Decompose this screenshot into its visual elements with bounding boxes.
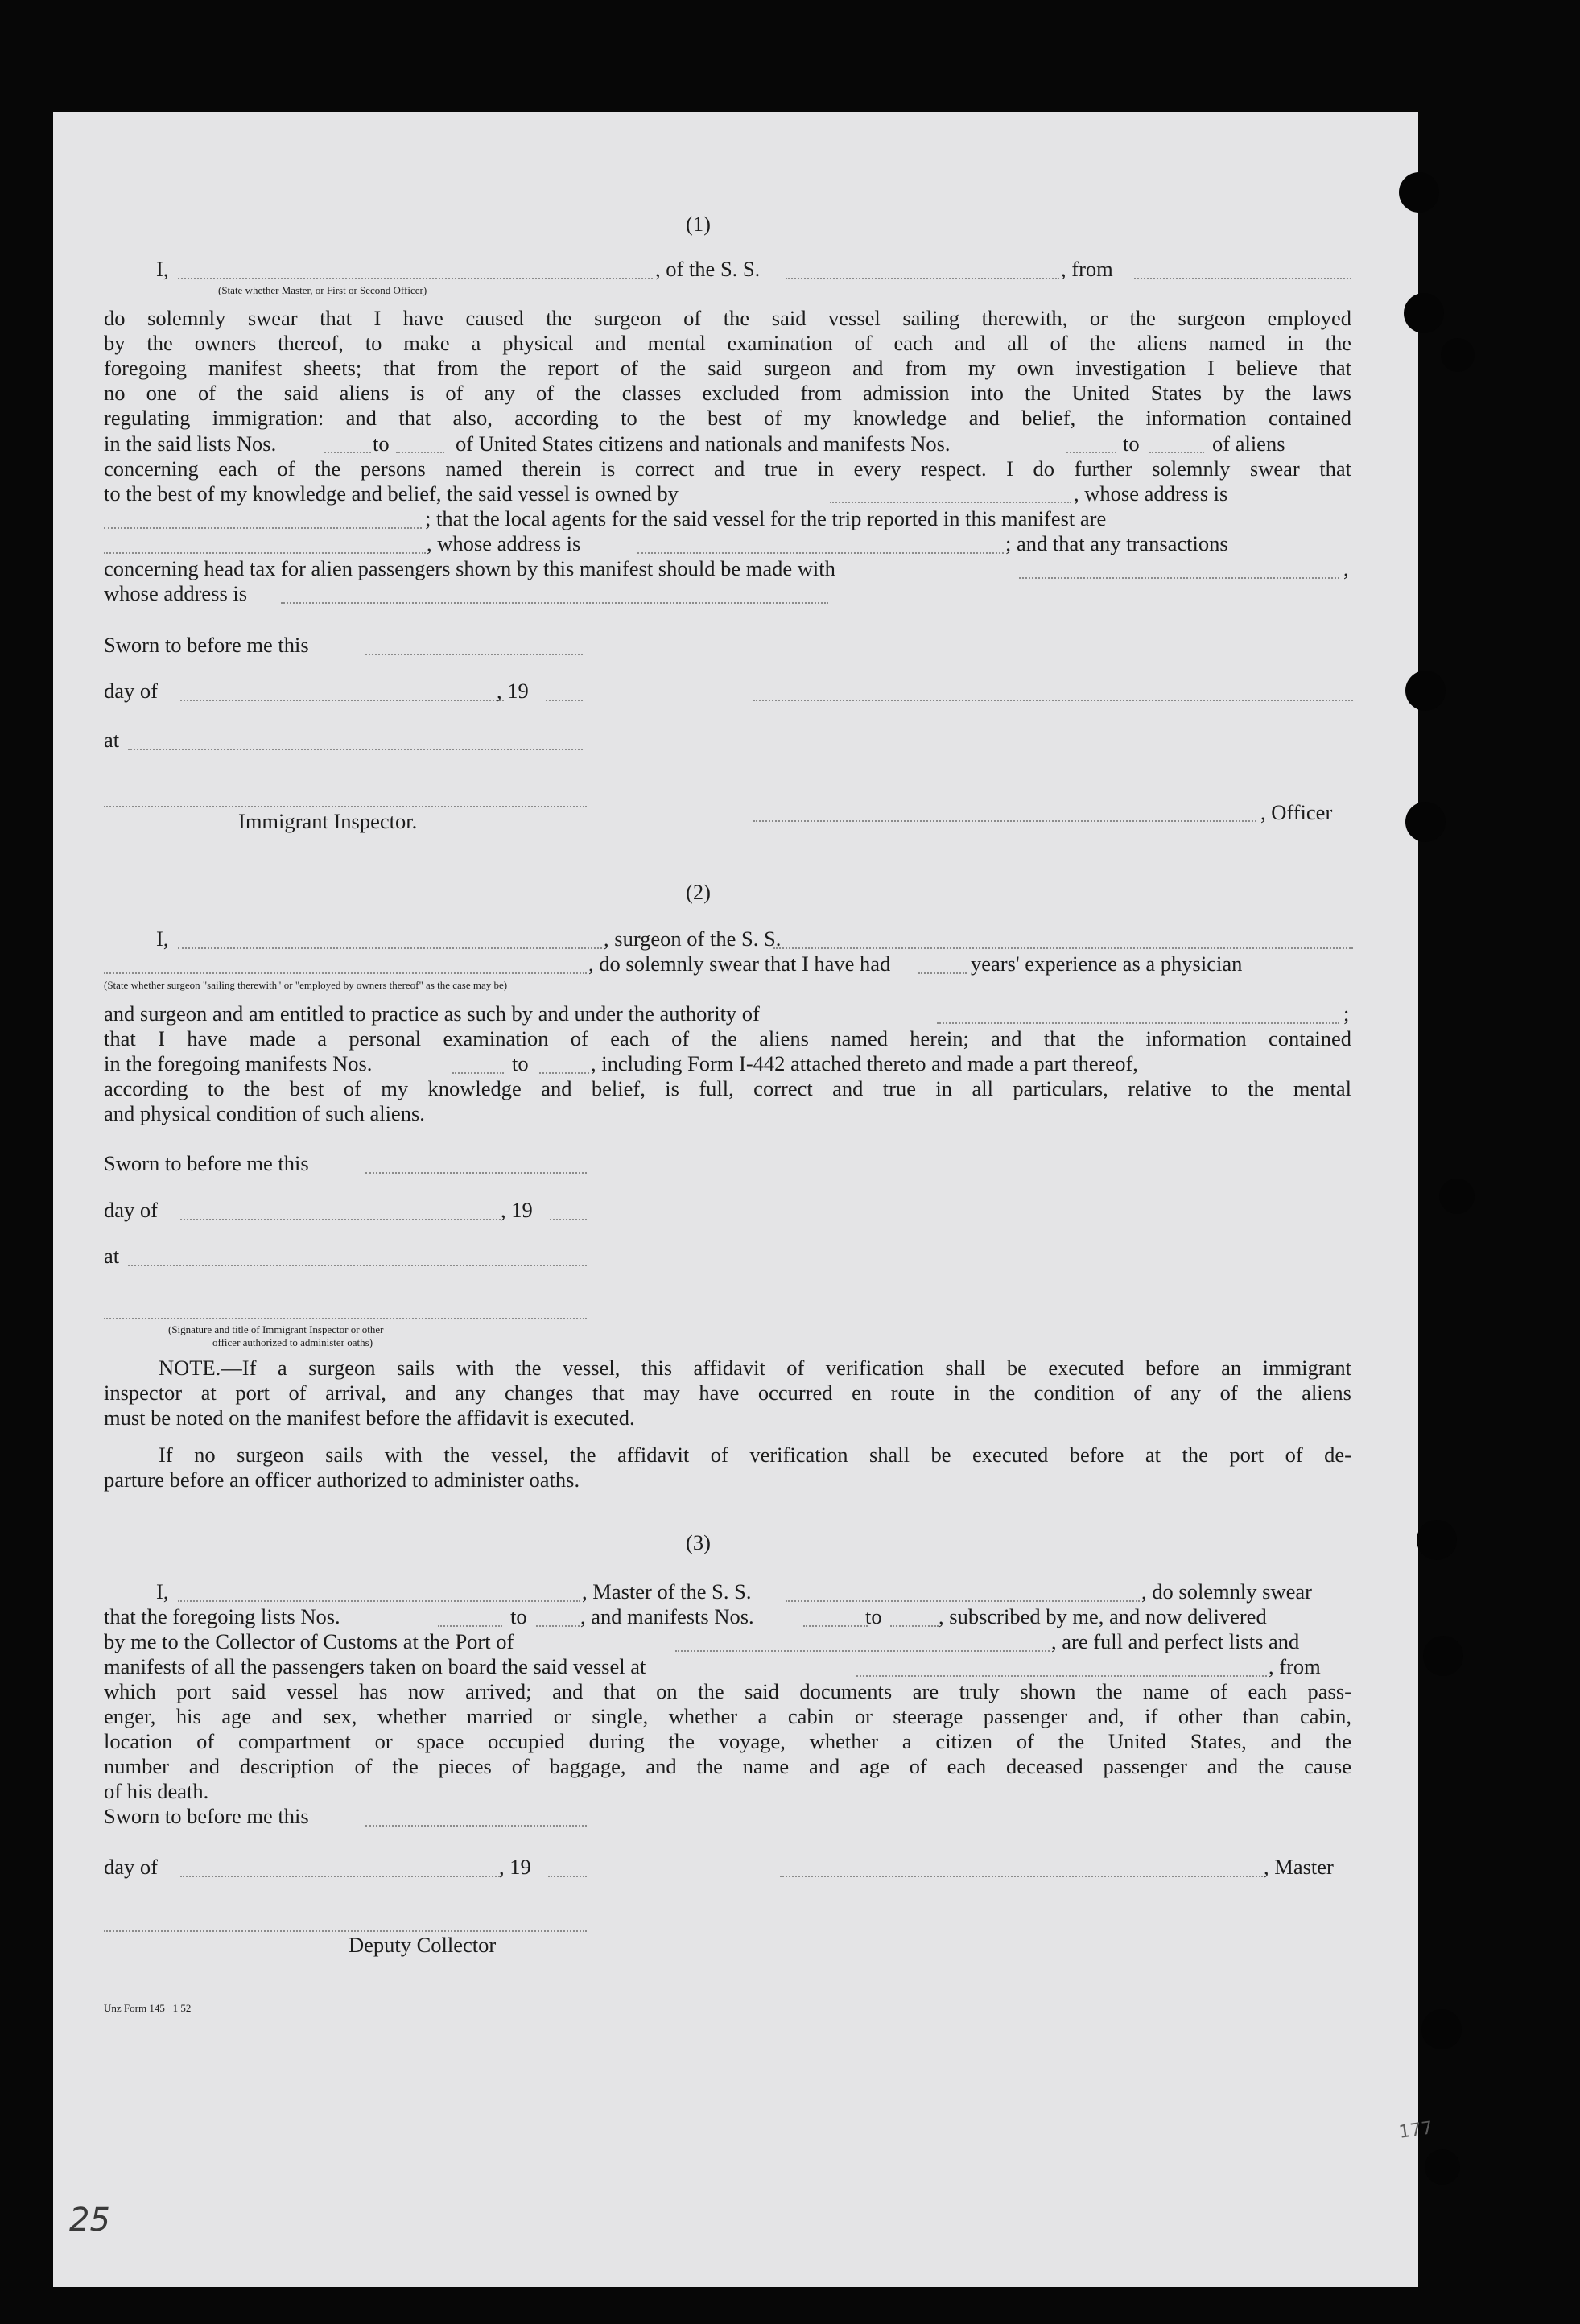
s2-day-label: day of xyxy=(104,1198,158,1222)
punch-hole xyxy=(1441,338,1475,372)
s2-manifests-a: in the foregoing manifests Nos. xyxy=(104,1051,373,1075)
s3-lists-blank-1 xyxy=(438,1625,502,1627)
s1-nos-blank-1 xyxy=(324,452,371,453)
s1-agents-blank xyxy=(104,552,426,554)
s2-personal-line xyxy=(104,1026,1351,1051)
s1-nos-blank-4 xyxy=(1149,452,1204,453)
s1-officer-signature xyxy=(753,820,1256,822)
s1-line: regulating immigration: and that also, according to the best of my knowledge and belief, the information contained xyxy=(104,406,1351,430)
s2-manifests-b: to xyxy=(512,1051,529,1075)
s2-do-solemnly: , do solemnly swear that I have had xyxy=(588,951,891,976)
s3-master-label: , Master xyxy=(1264,1855,1334,1879)
s3-day-label: day of xyxy=(104,1855,158,1879)
s3-line: location of compartment or space occupied during the voyage, whether a citizen of the United States, and the xyxy=(104,1729,1351,1753)
s1-vessel-blank xyxy=(786,278,1059,279)
s3-year-blank xyxy=(548,1876,587,1877)
s2-sworn-label: Sworn to before me this xyxy=(104,1151,309,1175)
s1-nos-a: in the said lists Nos. xyxy=(104,431,277,456)
s1-agents-label: ; that the local agents for the said vessel for the trip reported in this manifest are xyxy=(425,506,1107,530)
s3-master-of-label: , Master of the S. S. xyxy=(582,1579,752,1604)
s2-line: and physical condition of such aliens. xyxy=(104,1101,425,1125)
s3-lists-blank-4 xyxy=(890,1625,939,1627)
s3-line: enger, his age and sex, whether married or single, whether a cabin or steerage passenger and, if other than cabin, xyxy=(104,1704,1351,1728)
s2-note-paragraph xyxy=(104,1356,1351,1430)
s1-day-label: day of xyxy=(104,679,158,703)
s2-surgeon-note: (State whether surgeon "sailing therewith" or "employed by owners thereof" as the case may be) xyxy=(104,979,508,991)
s1-head-tax-blank xyxy=(1019,577,1339,579)
s3-deputy-label: Deputy Collector xyxy=(349,1933,497,1957)
s1-at-blank xyxy=(128,749,583,750)
s2-day-blank xyxy=(180,1219,504,1220)
s2-signature-note-1: (Signature and title of Immigrant Inspector or other xyxy=(168,1323,384,1335)
s1-officer-label: , Officer xyxy=(1260,800,1333,824)
s1-head-tax-label: concerning head tax for alien passengers shown by this manifest should be made with xyxy=(104,556,835,580)
form-page xyxy=(53,112,1434,2287)
s3-lists-blank-2 xyxy=(536,1625,580,1627)
s1-agents-address-label: , whose address is xyxy=(427,531,581,555)
s1-line: do solemnly swear that I have caused the surgeon of the said vessel sailing therewith, or the surgeon employed xyxy=(104,306,1351,330)
punch-hole xyxy=(1425,2149,1460,2185)
punch-hole xyxy=(1439,1179,1475,1214)
s1-owner-address-label: , whose address is xyxy=(1074,481,1228,506)
s2-vessel-blank xyxy=(773,947,1353,949)
s2-line: according to the best of my knowledge and belief, is full, correct and true in all particulars, relative to the mental xyxy=(104,1076,1351,1100)
s3-line: of his death. xyxy=(104,1779,209,1803)
s3-lists-d: to xyxy=(865,1604,882,1628)
s1-sworn-label: Sworn to before me this xyxy=(104,633,309,657)
s1-from-blank xyxy=(1134,278,1351,279)
s2-authority-blank xyxy=(937,1022,1339,1024)
s2-surgeon-of-label: , surgeon of the S. S. xyxy=(604,927,782,951)
s2-sailing-blank xyxy=(104,972,587,974)
s2-semicolon: ; xyxy=(1343,1001,1350,1026)
s1-i-label: I, xyxy=(156,257,169,281)
s2-note-line: NOTE.—If a surgeon sails with the vessel, this affidavit of verification shall be executed before an immigrant xyxy=(159,1356,1351,1380)
s1-nos-e: of aliens xyxy=(1212,431,1285,456)
s2-years-exp: years' experience as a physician xyxy=(971,951,1243,976)
s3-paragraph xyxy=(104,1679,1351,1804)
s2-manifests-c: , including Form I-442 attached thereto and made a part thereof, xyxy=(591,1051,1138,1075)
s2-sworn-blank xyxy=(365,1172,587,1174)
punch-hole xyxy=(1421,2009,1462,2049)
s3-i-label: I, xyxy=(156,1579,169,1604)
s2-years-blank xyxy=(918,972,967,974)
s3-manifests-label: manifests of all the passengers taken on board the said vessel at xyxy=(104,1654,646,1678)
section-1-number: (1) xyxy=(686,212,711,236)
s1-and-that-any: ; and that any transactions xyxy=(1005,531,1228,555)
s1-owner-address-blank xyxy=(104,527,422,529)
s1-paragraph xyxy=(104,306,1351,431)
s3-line: which port said vessel has now arrived; and that on the said documents are truly shown the name of each pass- xyxy=(104,1679,1351,1703)
form-id: Unz Form 145 1 52 xyxy=(104,2002,192,2014)
s1-inspector-signature xyxy=(104,806,587,807)
s3-port-blank xyxy=(675,1650,1050,1652)
s2-note-line: inspector at port of arrival, and any changes that may have occurred en route in the condition of any of the aliens xyxy=(104,1381,1351,1405)
s1-day-blank xyxy=(180,700,504,701)
s2-year-blank xyxy=(550,1219,587,1220)
s1-agents-address-blank xyxy=(637,552,1004,554)
s3-from-label: , from xyxy=(1269,1654,1321,1678)
s2-line: that I have made a personal examination of each of the aliens named herein; and that the information contained xyxy=(104,1026,1351,1051)
s3-boarded-blank xyxy=(856,1675,1267,1677)
s2-year-label: , 19 xyxy=(501,1198,533,1222)
s1-concerning-line xyxy=(104,456,1351,481)
s3-collector-label: by me to the Collector of Customs at the Port of xyxy=(104,1629,514,1653)
s1-year-label: , 19 xyxy=(497,679,529,703)
s1-nos-b: to xyxy=(373,431,390,456)
s1-inspector-label: Immigrant Inspector. xyxy=(238,809,418,833)
s1-line: foregoing manifest sheets; that from the report of the said surgeon and from my own investigation I believe that xyxy=(104,356,1351,380)
section-2-number: (2) xyxy=(686,880,711,904)
s2-authority-label: and surgeon and am entitled to practice as such by and under the authority of xyxy=(104,1001,760,1026)
s3-lists-c: , and manifests Nos. xyxy=(580,1604,754,1628)
s3-do-solemnly: , do solemnly swear xyxy=(1141,1579,1312,1604)
s3-sworn-blank xyxy=(365,1825,587,1827)
s2-at-blank xyxy=(128,1265,587,1266)
handwritten-margin-mark: 177 xyxy=(1397,2118,1434,2143)
s2-if-no-line: parture before an officer authorized to administer oaths. xyxy=(104,1467,580,1492)
s2-manifests-blank-2 xyxy=(539,1072,589,1074)
s3-deputy-signature xyxy=(104,1930,587,1932)
s2-if-no-paragraph xyxy=(104,1443,1351,1492)
s3-lists-b: to xyxy=(510,1604,527,1628)
s1-officer-note: (State whether Master, or First or Second Officer) xyxy=(218,284,427,296)
s1-owner-blank xyxy=(830,502,1071,503)
s3-line: number and description of the pieces of baggage, and the name and age of each deceased passenger and the cause xyxy=(104,1754,1351,1778)
punch-hole xyxy=(1404,293,1444,333)
s1-address-label-3: whose address is xyxy=(104,581,248,605)
punch-hole xyxy=(1399,172,1439,213)
s1-officer-blank xyxy=(178,278,653,279)
s3-lists-e: , subscribed by me, and now delivered xyxy=(939,1604,1267,1628)
s1-of-ss-label: , of the S. S. xyxy=(655,257,761,281)
s1-from-label: , from xyxy=(1061,257,1113,281)
s1-address-blank-3 xyxy=(281,602,828,604)
s2-signature-note-2: officer authorized to administer oaths) xyxy=(212,1336,373,1348)
punch-hole xyxy=(1405,802,1446,842)
s3-master-signature xyxy=(780,1876,1263,1877)
section-3-number: (3) xyxy=(686,1530,711,1554)
punch-hole xyxy=(1417,1520,1457,1560)
s3-lists-blank-3 xyxy=(803,1625,868,1627)
s3-lists-a: that the foregoing lists Nos. xyxy=(104,1604,340,1628)
s1-nos-blank-2 xyxy=(396,452,444,453)
s1-owned-label: to the best of my knowledge and belief, the said vessel is owned by xyxy=(104,481,679,506)
s1-nos-c: of United States citizens and nationals and manifests Nos. xyxy=(456,431,951,456)
s3-sworn-label: Sworn to before me this xyxy=(104,1804,309,1828)
s2-signature-blank xyxy=(104,1318,587,1319)
s1-line: by the owners thereof, to make a physical and mental examination of each and all of the aliens named in the xyxy=(104,331,1351,355)
s1-head-tax-comma: , xyxy=(1343,556,1349,580)
s1-officer-signature-top xyxy=(753,700,1353,701)
s3-day-blank xyxy=(180,1876,502,1877)
s2-at-label: at xyxy=(104,1244,120,1268)
s2-if-no-line: If no surgeon sails with the vessel, the affidavit of verification shall be executed before at the port of de- xyxy=(159,1443,1351,1467)
s1-line: no one of the said aliens is of any of the classes excluded from admission into the United States by the laws xyxy=(104,381,1351,405)
s1-nos-d: to xyxy=(1123,431,1140,456)
s2-name-blank xyxy=(178,947,602,949)
s1-nos-blank-3 xyxy=(1066,452,1116,453)
s1-at-label: at xyxy=(104,728,120,752)
s2-according-paragraph xyxy=(104,1076,1351,1126)
punch-hole xyxy=(1405,671,1446,711)
punch-hole xyxy=(1423,1636,1463,1676)
s2-note-line: must be noted on the manifest before the affidavit is executed. xyxy=(104,1406,635,1430)
s1-sworn-blank xyxy=(365,654,583,655)
s2-manifests-blank-1 xyxy=(452,1072,504,1074)
s1-year-blank xyxy=(546,700,583,701)
handwritten-page-mark: 25 xyxy=(69,2202,110,2239)
s3-vessel-blank xyxy=(786,1600,1140,1602)
s3-year-label: , 19 xyxy=(499,1855,531,1879)
s2-i-label: I, xyxy=(156,927,169,951)
s1-line: concerning each of the persons named therein is correct and true in every respect. I do further solemnly swear that xyxy=(104,456,1351,481)
s3-full-perfect: , are full and perfect lists and xyxy=(1051,1629,1300,1653)
s3-name-blank xyxy=(178,1600,580,1602)
